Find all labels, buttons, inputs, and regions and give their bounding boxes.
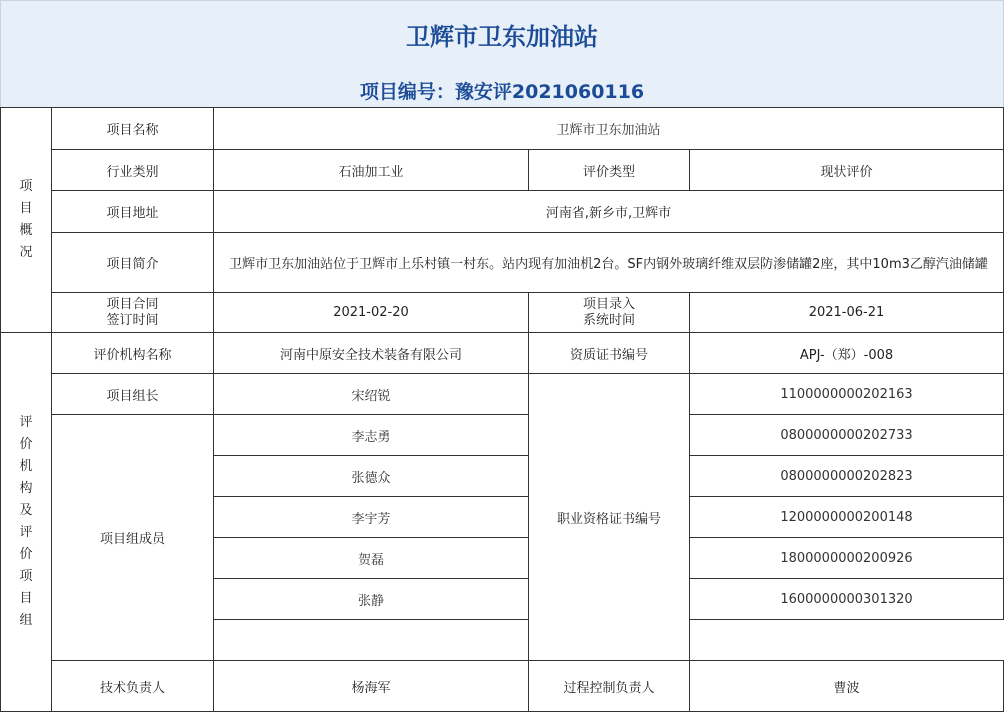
member-name: 张德众 bbox=[214, 456, 529, 497]
member-cert: 1800000000200926 bbox=[690, 538, 1004, 579]
member-name: 李志勇 bbox=[214, 415, 529, 456]
project-number: 项目编号：豫安评2021060116 bbox=[359, 81, 645, 103]
leader-cert: 1100000000202163 bbox=[690, 374, 1004, 415]
address-label: 项目地址 bbox=[52, 191, 214, 233]
leader-label: 项目组长 bbox=[52, 374, 214, 415]
row-leads bbox=[1, 661, 1004, 712]
member-cert-empty bbox=[214, 620, 529, 661]
qual-cert-label: 职业资格证书编号 bbox=[529, 374, 690, 661]
overview-section-label: 项 目 概 况 bbox=[1, 108, 52, 333]
member-cert: 1200000000200148 bbox=[690, 497, 1004, 538]
contract-date-label: 项目合同 签订时间 bbox=[52, 293, 214, 333]
member-row bbox=[1, 415, 1004, 456]
member-cert: 0800000000202733 bbox=[690, 415, 1004, 456]
member-cert: 0800000000202823 bbox=[690, 456, 1004, 497]
process-lead-label: 过程控制负责人 bbox=[529, 661, 690, 712]
process-lead-value: 曹波 bbox=[690, 661, 1004, 712]
row-intro bbox=[1, 233, 1004, 293]
row-address bbox=[1, 191, 1004, 233]
org-name-value: 河南中原安全技术装备有限公司 bbox=[214, 333, 529, 374]
eval-type-label: 评价类型 bbox=[529, 150, 690, 191]
intro-value: 卫辉市卫东加油站位于卫辉市上乐村镇一村东。站内现有加油机2台。SF内钢外玻璃纤维双层防渗储罐2座，其中10m3乙醇汽油储罐 bbox=[214, 233, 1004, 293]
member-name: 李宇芳 bbox=[214, 497, 529, 538]
intro-label: 项目简介 bbox=[52, 233, 214, 293]
industry-value: 石油加工业 bbox=[214, 150, 529, 191]
row-org bbox=[1, 333, 1004, 374]
info-table bbox=[0, 107, 1004, 712]
row-project-name bbox=[1, 108, 1004, 150]
agency-section-label: 评 价 机 构 及 评 价 项 目 组 bbox=[1, 333, 52, 712]
page-header bbox=[0, 0, 1004, 107]
entry-date-value: 2021-06-21 bbox=[690, 293, 1004, 333]
members-label: 项目组成员 bbox=[52, 415, 214, 661]
address-value: 河南省,新乡市,卫辉市 bbox=[214, 191, 1004, 233]
row-dates bbox=[1, 293, 1004, 333]
eval-type-value: 现状评价 bbox=[690, 150, 1004, 191]
cert-value: APJ-（郑）-008 bbox=[690, 333, 1004, 374]
row-leader bbox=[1, 374, 1004, 415]
industry-label: 行业类别 bbox=[52, 150, 214, 191]
contract-date-value: 2021-02-20 bbox=[214, 293, 529, 333]
member-name: 贺磊 bbox=[214, 538, 529, 579]
project-name-label: 项目名称 bbox=[52, 108, 214, 150]
tech-lead-label: 技术负责人 bbox=[52, 661, 214, 712]
tech-lead-value: 杨海军 bbox=[214, 661, 529, 712]
entry-date-label: 项目录入 系统时间 bbox=[529, 293, 690, 333]
org-name-label: 评价机构名称 bbox=[52, 333, 214, 374]
leader-name: 宋绍锐 bbox=[214, 374, 529, 415]
row-industry bbox=[1, 150, 1004, 191]
member-cert: 1600000000301320 bbox=[690, 579, 1004, 620]
cert-label: 资质证书编号 bbox=[529, 333, 690, 374]
member-name: 张静 bbox=[214, 579, 529, 620]
project-name-value: 卫辉市卫东加油站 bbox=[214, 108, 1004, 150]
page-title: 卫辉市卫东加油站 bbox=[406, 23, 598, 51]
